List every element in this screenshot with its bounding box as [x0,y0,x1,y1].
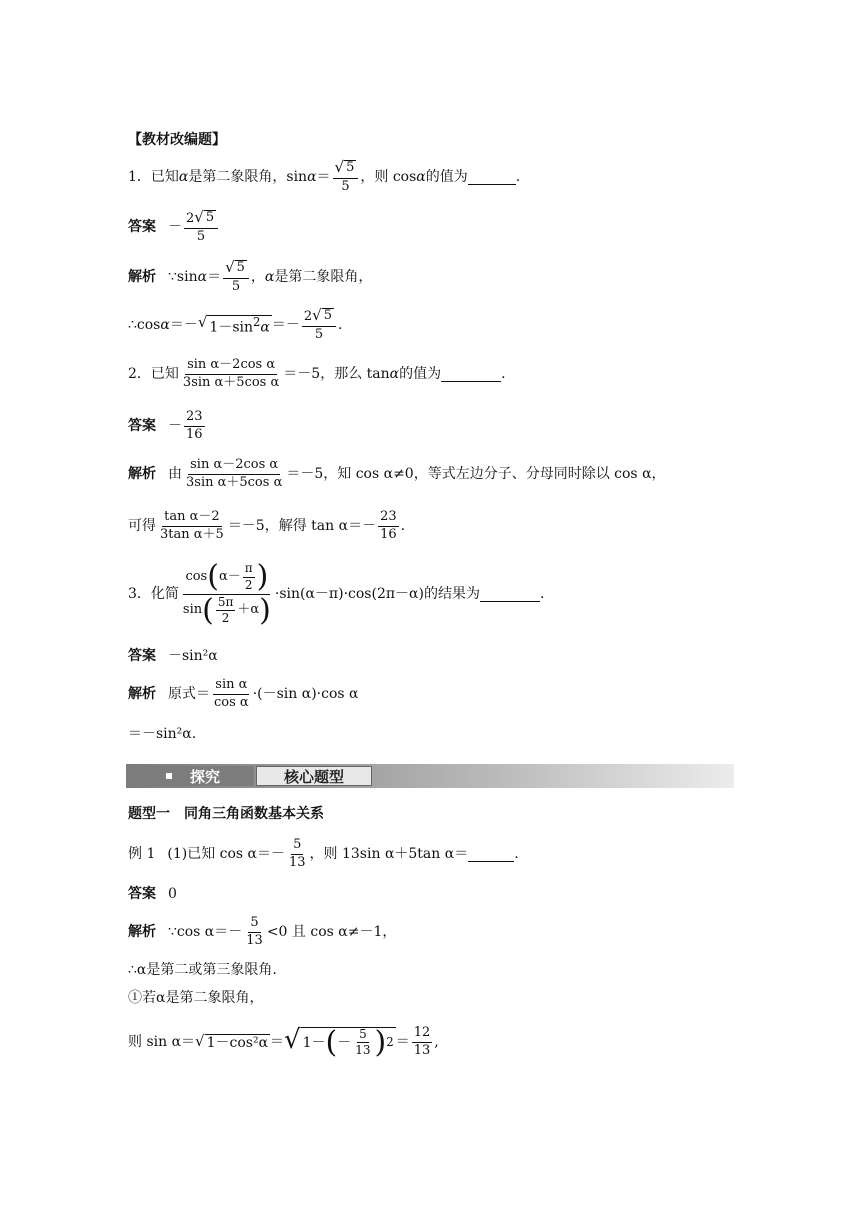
numerator: 5 [291,838,303,855]
alpha: α [389,366,400,383]
question-2 [128,358,506,391]
denominator: 2 [244,577,253,592]
alpha: α [307,169,317,186]
minus: － [337,1034,352,1051]
fraction: √ 5 5 [333,160,359,195]
fraction [378,510,399,543]
radicand: 5 [323,308,333,323]
period: . [400,518,406,535]
alpha: α [260,319,270,336]
q1-text-d: 的值为 [425,169,468,186]
radicand: 5 [236,260,245,275]
numerator: sin α－2cos α [188,458,280,475]
numerator: 5 [248,916,260,933]
example-1 [128,838,519,871]
text: ∵cos α＝－ [168,924,243,941]
section-header: 【教材改编题】 [128,132,226,148]
numerator: sin α－2cos α [185,358,277,375]
type-title: 题型一 同角三角函数基本关系 [128,806,324,822]
text: ＝－5，解得 tan α＝－ [227,518,377,535]
analysis-3-line1 [128,678,358,711]
fraction [181,358,281,391]
analysis-label: 解析 [128,466,156,483]
fraction [287,838,308,871]
text: ＋α [237,602,260,618]
denominator: 5 [196,228,206,244]
text: 是第二象限角， [274,269,373,286]
numerator: 5π [216,596,236,612]
denominator: 2 [221,611,230,626]
fraction [184,458,284,491]
answer-label: 答案 [128,418,156,435]
text: ，则 13sin α＋5tan α＝ [309,846,469,863]
analysis-1-line1 [128,260,372,295]
alpha: α [178,169,189,186]
numerator: tan α－2 [162,510,222,527]
alpha: α [416,169,426,186]
fraction [158,510,226,543]
fraction: √ 5 5 [223,260,249,295]
period: . [539,585,545,602]
coef: 2 [186,211,195,226]
radical: √ 1－cos²α [195,1031,269,1051]
equals: ＝ [316,169,331,186]
section-left-label: 探究 [190,767,221,786]
q3-number: 3． [128,585,151,602]
text: ＝ [270,1034,285,1051]
denominator: 5 [231,278,241,294]
denominator: 16 [380,526,397,542]
denominator: 3sin α＋5cos α [186,474,283,490]
equals: ＝ [207,269,222,286]
q1-number: 1． [128,169,151,186]
numerator: sin α [213,678,249,695]
text: (1)已知 cos α＝－ [167,846,285,863]
answer-label: 答案 [128,219,156,236]
numerator: 23 [378,510,399,527]
q1-text-c: ，则 cos [360,169,417,186]
q2-number: 2． [128,366,151,383]
text: ＝－5，那么 tan [283,366,390,383]
analysis-4-line1 [128,916,396,949]
text: 则 sin α＝ [128,1034,196,1051]
analysis-label: 解析 [128,686,156,703]
text: 由 [168,466,182,483]
denominator: 13 [246,932,263,948]
denominator: 5 [341,178,350,194]
denominator: 16 [186,426,203,442]
period: . [338,317,343,334]
square-bullet-icon [166,773,172,779]
fraction: 2 √ 5 5 [302,308,336,343]
example-label: 例 1 [128,846,156,863]
denominator: 13 [413,1042,431,1058]
radicand: 5 [205,210,215,225]
denominator: 13 [289,854,306,870]
exponent: 2 [386,1035,394,1050]
fraction [412,1026,433,1059]
answer-3 [128,648,218,665]
fraction: 2 √ 5 5 [184,210,218,245]
answer-blank[interactable] [441,367,501,382]
exponent: 2 [253,315,261,330]
denominator: 3tan α＋5 [160,526,224,542]
radical: √ $1-\sin^2\alpha$ [197,313,270,336]
text: 可得 [128,518,156,535]
alpha: α [264,269,275,286]
answer-blank[interactable] [480,587,540,602]
radicand: 1－sin [209,319,253,336]
answer-4 [128,886,177,903]
analysis-4-line4 [128,1026,439,1059]
answer-value: －sin²α [168,648,218,664]
text: ＝－5，知 cos α≠0，等式左边分子、分母同时除以 cos α， [286,466,666,483]
radicand: 5 [346,160,355,175]
q1-text-b: 是第二象限角，sin [188,169,308,186]
text: <0 且 cos α≠－1， [266,924,397,941]
question-1 [128,160,520,195]
denominator: 13 [355,1043,371,1058]
fraction [244,916,265,949]
text: ·sin(α－π)·cos(2π－α)的结果为 [274,585,480,602]
denominator: 5 [314,326,324,342]
minus: － [168,418,182,435]
text: ∵sin [168,269,198,286]
section-banner [126,764,734,788]
text: 原式＝ [168,686,210,703]
analysis-2-line2 [128,510,405,543]
denominator: sin ( $\frac{5\pi}{2}$ ＋α ) [182,592,271,628]
denominator: 3sin α＋5cos α [182,374,280,390]
fraction [184,410,205,443]
analysis-label: 解析 [128,269,156,286]
analysis-2-line1 [128,458,666,491]
answer-1 [128,210,220,245]
answer-2 [128,410,207,443]
text: ＝－ [169,317,198,334]
analysis-label: 解析 [128,924,156,941]
text: 化简 [150,585,179,602]
question-3 [128,559,545,628]
fraction [212,678,251,711]
q1-text-a: 已知 [150,169,179,186]
numerator: 5 [357,1028,369,1044]
radical: √ 1－ ( － $\frac{5}{13}$ ) 2 [284,1024,394,1060]
answer-blank[interactable] [468,170,516,185]
section-right-tab: 核心题型 [256,766,372,786]
analysis-4-line2: ∴α是第二或第三象限角. [128,962,277,978]
text: 的值为 [399,366,442,383]
numerator: 12 [412,1026,433,1043]
text: α－ [218,568,241,584]
answer-label: 答案 [128,648,156,664]
radicand: 1－cos²α [206,1034,269,1051]
numerator: π [243,562,255,578]
analysis-4-line3: ①若α是第二象限角， [128,990,264,1006]
period: . [514,846,519,863]
numerator: cos ( α－ $\frac{\pi}{2}$ ) [185,559,269,595]
cos-fn: cos [185,568,208,584]
text: ·(－sin α)·cos α [252,686,359,703]
sin-fn: sin [182,602,203,618]
comma: , [434,1034,439,1051]
answer-blank[interactable] [468,847,514,862]
text: ＝－ [271,317,300,334]
minus: － [168,219,182,236]
coef: 2 [303,309,313,324]
fraction [181,559,273,628]
q1-end: . [515,169,521,186]
analysis-1-line2 [128,308,342,343]
analysis-3-line2: ＝－sin²α. [128,726,197,742]
text: 1－ [302,1034,326,1051]
numerator: 23 [184,410,205,427]
alpha: α [197,269,208,286]
answer-value: 0 [168,886,177,902]
denominator: cos α [214,694,249,710]
answer-label: 答案 [128,886,156,902]
text: ＝ [395,1034,410,1051]
text: ∴cos [128,317,161,334]
text: ， [250,269,265,286]
text: 已知 [150,366,179,383]
alpha: α [160,317,170,334]
period: . [501,366,506,383]
section-left-tab [126,766,254,786]
